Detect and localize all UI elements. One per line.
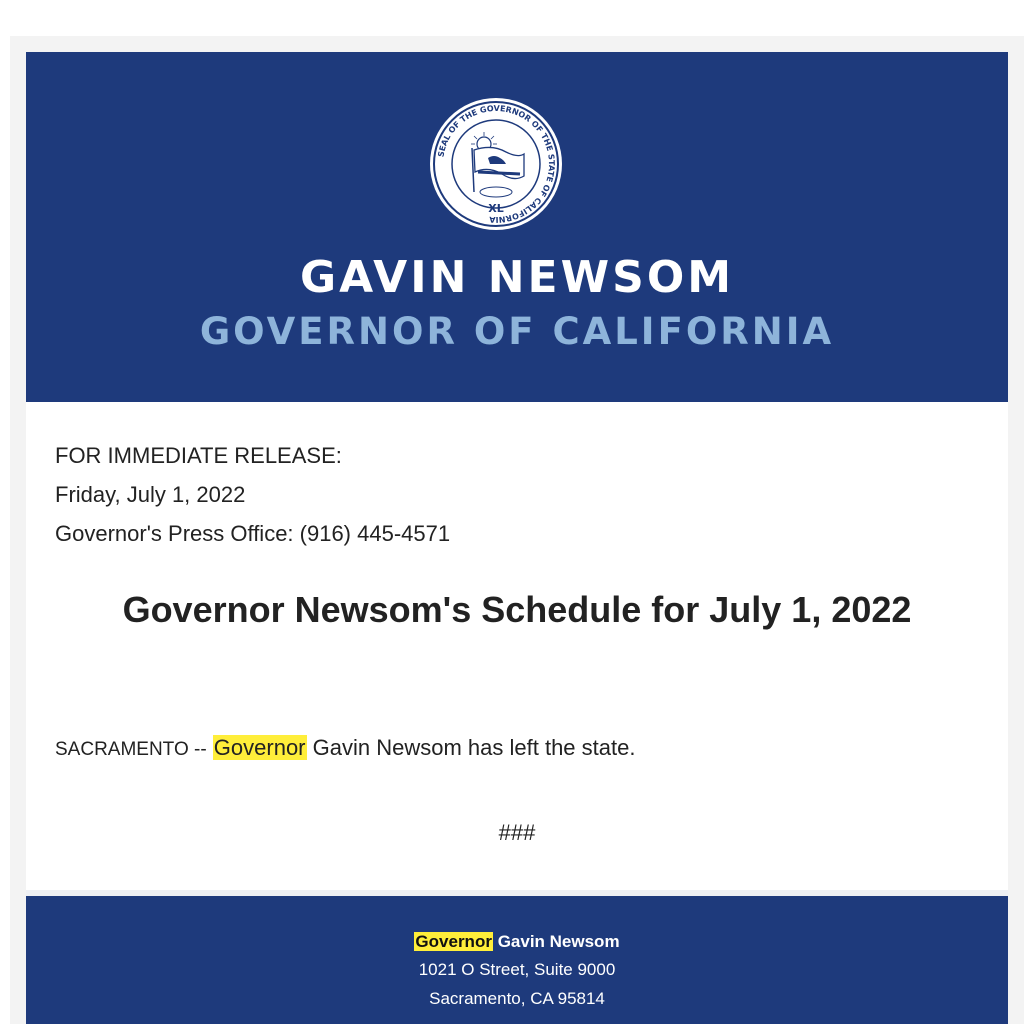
press-release-body (55, 735, 635, 761)
end-of-release-mark: ### (498, 820, 536, 845)
footer-address-line2: Sacramento, CA 95814 (429, 989, 605, 1008)
release-label: FOR IMMEDIATE RELEASE: (55, 443, 342, 468)
search-highlight: Governor (213, 735, 306, 760)
svg-text:XL: XL (488, 202, 504, 215)
footer-address-line1: 1021 O Street, Suite 9000 (418, 960, 616, 979)
dateline: SACRAMENTO -- (55, 739, 207, 760)
press-office-contact: Governor's Press Office: (916) 445-4571 (55, 521, 451, 546)
governor-seal-icon (428, 96, 564, 232)
top-strip (0, 0, 1024, 36)
governor-name-title: GAVIN NEWSOM (299, 252, 735, 303)
release-date: Friday, July 1, 2022 (55, 482, 246, 507)
press-release-headline: Governor Newsom's Schedule for July 1, 2022 (122, 589, 912, 630)
svg-text:SEAL OF THE GOVERNOR OF THE ST: SEAL OF THE GOVERNOR OF THE STATE OF CALIFORNIA (436, 103, 557, 225)
email-viewport[interactable] (10, 36, 1024, 1024)
footer-name (26, 932, 1008, 952)
release-info (55, 436, 450, 553)
governor-office-subtitle: GOVERNOR OF CALIFORNIA (199, 310, 835, 353)
body-sentence: Gavin Newsom has left the state. (312, 735, 636, 760)
footer-name-rest: Gavin Newsom (497, 932, 620, 951)
header-banner (26, 52, 1008, 402)
press-release-card (26, 52, 1008, 1024)
footer (26, 896, 1008, 1024)
footer-search-highlight: Governor (415, 932, 492, 951)
